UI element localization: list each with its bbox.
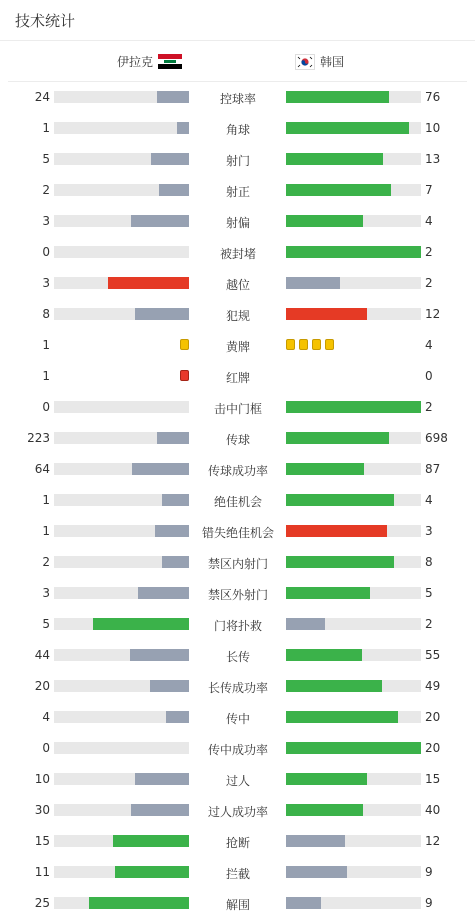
stat-label: 禁区内射门	[207, 557, 268, 571]
away-bar	[286, 122, 409, 134]
home-team[interactable]	[117, 53, 182, 70]
home-bar	[162, 494, 189, 506]
stat-row	[0, 206, 475, 237]
away-value: 49	[425, 679, 441, 693]
away-bar-track	[286, 246, 421, 258]
teams-row	[8, 41, 467, 82]
home-value: 2	[42, 555, 50, 569]
away-value: 76	[425, 90, 441, 104]
iraq-flag-icon	[158, 54, 182, 70]
stat-label: 长传	[225, 650, 250, 664]
away-value: 5	[425, 586, 433, 600]
stat-row	[0, 795, 475, 826]
home-bar-track	[54, 463, 189, 475]
away-value: 9	[425, 865, 433, 879]
home-bar	[151, 153, 189, 165]
away-bar	[286, 587, 370, 599]
home-bar	[113, 835, 189, 847]
away-cards	[286, 339, 334, 350]
home-bar-track	[54, 91, 189, 103]
stat-row	[0, 578, 475, 609]
away-bar-track	[286, 804, 421, 816]
away-value: 7	[425, 183, 433, 197]
stat-row	[0, 702, 475, 733]
stat-row	[0, 299, 475, 330]
away-value: 4	[425, 493, 433, 507]
away-bar	[286, 215, 363, 227]
away-bar	[286, 680, 382, 692]
stat-label: 长传成功率	[207, 681, 268, 695]
away-team-name: 韩国	[320, 55, 345, 69]
home-bar-track	[54, 742, 189, 754]
page-title: 技术统计	[15, 12, 76, 30]
away-bar-track	[286, 215, 421, 227]
home-bar-track	[54, 835, 189, 847]
yellow-card-icon	[286, 339, 295, 350]
home-value: 1	[42, 121, 50, 135]
away-team[interactable]	[295, 53, 344, 70]
home-value: 3	[42, 214, 50, 228]
stat-label: 犯规	[225, 309, 250, 323]
home-bar-track	[54, 525, 189, 537]
home-value: 20	[34, 679, 50, 693]
away-value: 2	[425, 276, 433, 290]
stat-row	[0, 516, 475, 547]
home-bar	[131, 215, 189, 227]
away-bar-track	[286, 680, 421, 692]
home-bar-track	[54, 587, 189, 599]
home-bar-track	[54, 680, 189, 692]
stat-row	[0, 640, 475, 671]
away-value: 0	[425, 369, 433, 383]
away-bar-track	[286, 308, 421, 320]
home-value: 1	[42, 338, 50, 352]
header	[0, 0, 475, 41]
away-bar	[286, 525, 387, 537]
away-bar	[286, 711, 398, 723]
away-bar	[286, 494, 394, 506]
stat-label: 门将扑救	[213, 619, 262, 633]
home-value: 10	[34, 772, 50, 786]
stat-row	[0, 826, 475, 857]
home-value: 3	[42, 276, 50, 290]
away-bar	[286, 184, 391, 196]
red-card-icon	[180, 370, 189, 381]
away-bar	[286, 246, 421, 258]
stat-row	[0, 485, 475, 516]
away-bar-track	[286, 649, 421, 661]
away-bar-track	[286, 494, 421, 506]
home-value: 3	[42, 586, 50, 600]
stat-row	[0, 609, 475, 640]
stat-label: 传中成功率	[207, 743, 268, 757]
home-bar-track	[54, 122, 189, 134]
stat-label: 绝佳机会	[213, 495, 262, 509]
yellow-card-icon	[312, 339, 321, 350]
yellow-card-icon	[299, 339, 308, 350]
away-bar-track	[286, 587, 421, 599]
home-value: 8	[42, 307, 50, 321]
stat-label: 禁区外射门	[207, 588, 268, 602]
away-bar	[286, 401, 421, 413]
away-bar-track	[286, 742, 421, 754]
away-bar-track	[286, 866, 421, 878]
home-bar	[115, 866, 189, 878]
home-value: 64	[34, 462, 50, 476]
home-bar-track	[54, 277, 189, 289]
away-bar-track	[286, 711, 421, 723]
away-bar-track	[286, 463, 421, 475]
home-bar	[150, 680, 189, 692]
home-bar	[108, 277, 189, 289]
home-bar	[159, 184, 189, 196]
home-value: 5	[42, 617, 50, 631]
home-bar	[157, 432, 189, 444]
stat-label: 射门	[225, 154, 250, 168]
home-bar-track	[54, 866, 189, 878]
stat-row	[0, 392, 475, 423]
home-value: 44	[34, 648, 50, 662]
home-team-name: 伊拉克	[116, 55, 153, 69]
stat-label: 抢断	[225, 836, 250, 850]
home-value: 15	[34, 834, 50, 848]
stat-label: 红牌	[225, 371, 250, 385]
away-bar-track	[286, 91, 421, 103]
home-bar-track	[54, 618, 189, 630]
home-bar-track	[54, 432, 189, 444]
away-bar	[286, 773, 367, 785]
home-value: 0	[42, 741, 50, 755]
away-bar-track	[286, 525, 421, 537]
away-value: 55	[425, 648, 441, 662]
away-value: 87	[425, 462, 441, 476]
away-bar	[286, 91, 389, 103]
away-bar-track	[286, 401, 421, 413]
away-bar	[286, 897, 321, 909]
home-cards	[180, 339, 189, 350]
home-value: 24	[34, 90, 50, 104]
home-value: 1	[42, 369, 50, 383]
stat-row	[0, 361, 475, 392]
stat-row	[0, 857, 475, 888]
away-bar	[286, 804, 363, 816]
away-bar	[286, 463, 364, 475]
away-value: 20	[425, 741, 441, 755]
home-value: 0	[42, 245, 50, 259]
home-bar-track	[54, 804, 189, 816]
home-bar	[89, 897, 189, 909]
stat-label: 射正	[225, 185, 250, 199]
away-bar	[286, 742, 421, 754]
home-bar	[130, 649, 189, 661]
away-value: 20	[425, 710, 441, 724]
home-bar-track	[54, 308, 189, 320]
home-bar-track	[54, 215, 189, 227]
stat-row	[0, 547, 475, 578]
stat-label: 传球成功率	[207, 464, 268, 478]
stat-row	[0, 268, 475, 299]
stat-row	[0, 113, 475, 144]
away-bar	[286, 556, 394, 568]
away-bar-track	[286, 835, 421, 847]
home-bar	[135, 773, 189, 785]
home-value: 1	[42, 493, 50, 507]
home-bar	[177, 122, 189, 134]
away-value: 2	[425, 617, 433, 631]
away-bar-track	[286, 153, 421, 165]
away-value: 10	[425, 121, 441, 135]
home-cards	[180, 370, 189, 381]
stat-label: 拦截	[225, 867, 250, 881]
home-bar	[132, 463, 189, 475]
away-value: 40	[425, 803, 441, 817]
home-bar	[93, 618, 189, 630]
stat-label: 解围	[225, 898, 250, 912]
away-bar	[286, 277, 340, 289]
away-value: 698	[425, 431, 448, 445]
stat-row	[0, 237, 475, 268]
stat-label: 传中	[225, 712, 250, 726]
away-bar-track	[286, 277, 421, 289]
home-bar-track	[54, 711, 189, 723]
home-value: 1	[42, 524, 50, 538]
home-value: 25	[34, 896, 50, 910]
away-bar-track	[286, 618, 421, 630]
away-value: 13	[425, 152, 441, 166]
away-bar	[286, 835, 345, 847]
away-bar	[286, 308, 367, 320]
stat-label: 过人	[225, 774, 250, 788]
home-bar-track	[54, 897, 189, 909]
home-bar-track	[54, 773, 189, 785]
stat-label: 射偏	[225, 216, 250, 230]
stat-row	[0, 764, 475, 795]
away-bar	[286, 618, 325, 630]
stat-row	[0, 454, 475, 485]
home-bar	[138, 587, 189, 599]
home-bar-track	[54, 184, 189, 196]
away-bar	[286, 649, 362, 661]
home-bar-track	[54, 401, 189, 413]
away-bar-track	[286, 556, 421, 568]
home-value: 0	[42, 400, 50, 414]
korea-flag-icon	[295, 54, 315, 70]
stat-label: 错失绝佳机会	[201, 526, 274, 540]
home-value: 30	[34, 803, 50, 817]
stat-row	[0, 175, 475, 206]
home-bar-track	[54, 556, 189, 568]
away-bar-track	[286, 773, 421, 785]
home-bar-track	[54, 649, 189, 661]
away-bar	[286, 153, 383, 165]
home-bar	[162, 556, 189, 568]
home-bar	[166, 711, 189, 723]
away-value: 8	[425, 555, 433, 569]
stat-row	[0, 888, 475, 919]
away-value: 9	[425, 896, 433, 910]
away-value: 4	[425, 214, 433, 228]
away-bar-track	[286, 897, 421, 909]
stat-row	[0, 671, 475, 702]
stat-label: 被封堵	[219, 247, 256, 261]
stat-label: 黄牌	[225, 340, 250, 354]
stat-label: 控球率	[219, 92, 256, 106]
stat-row	[0, 733, 475, 764]
stat-label: 越位	[225, 278, 250, 292]
home-value: 2	[42, 183, 50, 197]
away-bar-track	[286, 432, 421, 444]
home-bar	[135, 308, 189, 320]
stat-row	[0, 144, 475, 175]
home-bar-track	[54, 246, 189, 258]
stat-label: 过人成功率	[207, 805, 268, 819]
home-bar	[155, 525, 189, 537]
stat-row	[0, 330, 475, 361]
stat-row	[0, 82, 475, 113]
away-bar-track	[286, 184, 421, 196]
home-value: 4	[42, 710, 50, 724]
away-value: 3	[425, 524, 433, 538]
away-value: 2	[425, 245, 433, 259]
away-bar-track	[286, 122, 421, 134]
stat-row	[0, 423, 475, 454]
away-value: 12	[425, 307, 441, 321]
home-value: 5	[42, 152, 50, 166]
away-value: 12	[425, 834, 441, 848]
away-bar	[286, 866, 347, 878]
home-value: 223	[27, 431, 50, 445]
yellow-card-icon	[180, 339, 189, 350]
away-value: 15	[425, 772, 441, 786]
away-bar	[286, 432, 389, 444]
home-value: 11	[34, 865, 50, 879]
stat-label: 击中门框	[213, 402, 262, 416]
stat-label: 角球	[225, 123, 250, 137]
away-value: 4	[425, 338, 433, 352]
stat-label: 传球	[225, 433, 250, 447]
home-bar-track	[54, 153, 189, 165]
home-bar	[157, 91, 189, 103]
home-bar	[131, 804, 189, 816]
home-bar-track	[54, 494, 189, 506]
yellow-card-icon	[325, 339, 334, 350]
away-value: 2	[425, 400, 433, 414]
